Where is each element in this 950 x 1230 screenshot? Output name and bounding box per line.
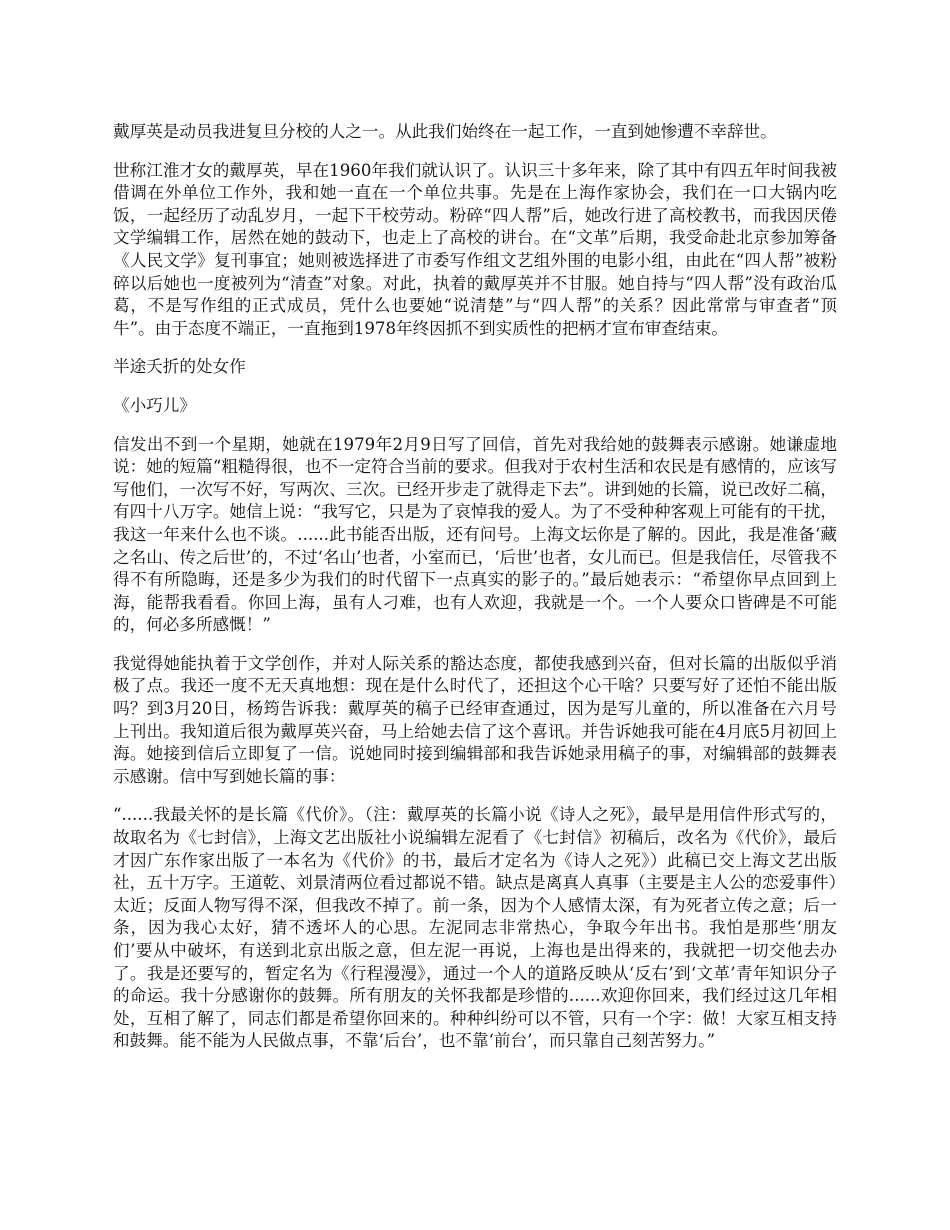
paragraph-intro: 戴厚英是动员我进复旦分校的人之一。从此我们始终在一起工作，一直到她惨遭不幸辞世。 — [113, 122, 777, 141]
document-page — [113, 121, 837, 1069]
paragraph-background: 世称江淮才女的戴厚英，早在1960年我们就认识了。认识三十多年来，除了其中有四五年时间我被借调在外单位工作外，我和她一直在一个单位共事。先是在上海作家协会，我们在一口大锅内吃饭，一起经历了动乱岁月，一起下干校劳动。粉碎“四人帮”后，她改行进了高校教书，而我因厌倦文学编辑工作，居然在她的鼓动下，也走上了高校的讲台。在“文革”后期，我受命赴北京参加筹备《人民文学》复刊事宜；她则被选择进了市委写作组文艺组外围的电影小组，由此在“四人帮”被粉碎以后她也一度被列为“清查”对象。对此，执着的戴厚英并不甘服。她自持与“四人帮”没有政治瓜葛，不是写作组的正式成员，凭什么也要她“说清楚”与“四人帮”的关系？因此常常与审查者“顶牛”。由于态度不端正，一直拖到1978年终因抓不到实质性的把柄才宣布审查结束。 — [113, 160, 837, 338]
paragraph-quoted-letter: “......我最关怀的是长篇《代价》。（注：戴厚英的长篇小说《诗人之死》，最早是用信件形式写的，故取名为《七封信》，上海文艺出版社小说编辑左泥看了《七封信》初稿后，改名为《代价》，最后才因广东作家出版了一本名为《代价》的书，最后才定名为《诗人之死》）此稿已交上海文艺出版社，五十万字。王道乾、刘景清两位看过都说不错。缺点是离真人真事（主要是主人公的恋爱事件）太近；反面人物写得不深，但我改不掉了。前一条，因为个人感情太深，有为死者立传之意；后一条，因为我心太好，猜不透坏人的心思。左泥同志非常热心，争取今年出书。我怕是那些‘朋友们’要从中破坏，有送到北京出版之意，但左泥一再说，上海也是出得来的，我就把一切交他去办了。我是还要写的，暂定名为《行程漫漫》，通过一个人的道路反映从‘反右’到‘文革’青年知识分子的命运。我十分感谢你的鼓舞。所有朋友的关怀我都是珍惜的......欢迎你回来，我们经过这几年相处，互相了解了，同志们都是希望你回来的。种种纠纷可以不管，只有一个字：做！大家互相支持和鼓舞。能不能为人民做点事，不靠‘后台’，也不靠‘前台’，而只靠自己刻苦努力。” — [113, 805, 837, 1051]
section-heading: 半途夭折的处女作 — [113, 357, 246, 377]
work-title: 《小巧儿》 — [113, 395, 196, 415]
paragraph-letter-reply: 信发出不到一个星期，她就在1979年2月9日写了回信，首先对我给她的鼓舞表示感谢。她谦虚地说：她的短篇“粗糙得很，也不一定符合当前的要求。但我对于农村生活和农民是有感情的，应该写写他们，一次写不好，写两次、三次。已经开步走了就得走下去”。讲到她的长篇，说已改好二稿，有四十八万字。她信上说：“我写它，只是为了哀悼我的爱人。为了不受种种客观上可能有的干扰，我这一年来什么也不谈。......此书能否出版，还有问号。上海文坛你是了解的。因此，我是准备‘藏之名山、传之后世’的，不过‘名山’也者，小室而已，‘后世’也者，女儿而已。但是我信任，尽管我不得不有所隐晦，还是多少为我们的时代留下一点真实的影子的。”最后她表示：“希望你早点回到上海，能帮我看看。你回上海，虽有人刁难，也有人欢迎，我就是一个。一个人要众口皆碑是不可能的，何必多所感慨！” — [113, 434, 837, 635]
paragraph-response: 我觉得她能执着于文学创作，并对人际关系的豁达态度，都使我感到兴奋，但对长篇的出版似乎消极了点。我还一度不无天真地想：现在是什么时代了，还担这个心干啥？只要写好了还怕不能出版吗？到3月20日，杨筠告诉我：戴厚英的稿子已经审查通过，因为是写儿童的，所以准备在六月号上刊出。我知道后很为戴厚英兴奋，马上给她去信了这个喜讯。并告诉她我可能在4月底5月初回上海。她接到信后立即复了一信。说她同时接到编辑部和我告诉她录用稿子的事，对编辑部的鼓舞表示感谢。信中写到她长篇的事： — [113, 653, 837, 786]
